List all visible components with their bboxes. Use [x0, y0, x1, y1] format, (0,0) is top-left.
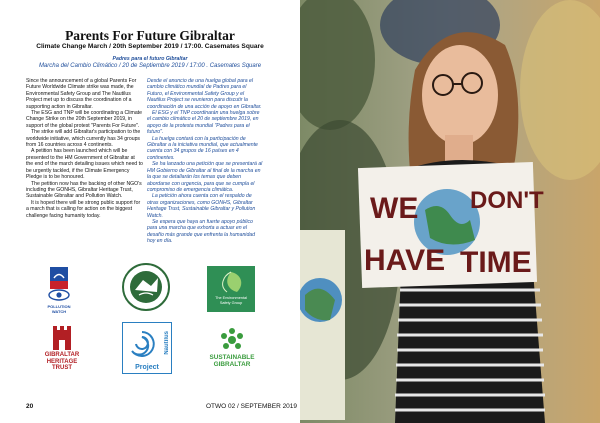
protest-photo-illustration [300, 0, 600, 423]
spanish-paragraph: Desde el anuncio de una huelga global para el cambio climático mundial de Padres para el Futuro, el Environmental Safety Group y el Nautilus Project se reunieron para discutir la coordinación de una acción de apoyo en Gibraltar. [147, 78, 262, 110]
english-paragraph: Since the announcement of a global Parents For Future Worldwide Climate strike was made, the Environmental Safety Group and The Nautilus Project met up to discuss the coordination of a supporting action in Gibraltar. [26, 78, 137, 110]
spanish-subtitle: Marcha del Cambio Climático / 20 de Septiembre 2019 / 17:00 . Casemates Square [38, 63, 262, 69]
protest-sign [358, 162, 544, 288]
pollution-watch-label: POLLUTION WATCH [47, 304, 71, 314]
spanish-paragraph: La huelga contará con la participación de Gibraltar a la iniciativa mundial, que actualmente cuenta con 34 grupos de 16 países en 4 continentes. [147, 135, 258, 161]
pollution-watch-logo [42, 266, 76, 314]
english-column [26, 78, 143, 219]
heritage-line1: GIBRALTAR [44, 352, 80, 358]
spanish-paragraph: Se espera que haya un fuerte apoyo público para una marcha que exhorta a actuar en el desafío más grande que enfrenta la humanidad hoy en día. [147, 218, 256, 245]
spanish-paragraph: El ESG y el TNP coordinarán una huelga sobre el cambio climático el 20 de septiembre 2019, en apoyo de la protesta mundial "Padres para el futuro". [147, 110, 260, 136]
spanish-paragraph: Se ha lanzado una petición que se presentará al HM Gobierno de Gibraltar al final de la marcha en la que se detallarán los temas que deben abordarse con urgencia, para que se cumpla el compromiso de emergencia climática. [147, 161, 263, 193]
english-paragraph: The strike will add Gibraltar's participation to the worldwide initiative, which currently has 34 groups from 16 countries across 4 continents. [26, 129, 141, 149]
sign-word-have: HAVE [364, 244, 446, 277]
spanish-column [147, 78, 264, 245]
esg-label: The Environmental Safety Group [215, 296, 247, 305]
nautilus-word: Nautilus [164, 331, 170, 355]
sustainable-line1: SUSTAINABLE [209, 354, 255, 361]
nautilus-badge [122, 322, 172, 374]
english-paragraph: The petition now has the backing of other NGO's including the GONHS, Gibraltar Heritage Trust, Sustainable Gibraltar and Pollution Watch. [26, 180, 142, 200]
heritage-line3: TRUST [52, 365, 72, 372]
nautilus-project-label: Project [135, 364, 159, 371]
gonhs-logo [119, 262, 173, 312]
sign-word-time: TIME [460, 246, 532, 279]
sign-word-dont: DON'T [470, 187, 544, 214]
english-paragraph: The ESG and TNP will be coordinating a Climate Change Strike on the 20th September 2019, in support of the global protest "Parents For Future". [26, 110, 142, 129]
heritage-castle-icon [51, 324, 73, 352]
english-paragraph: It is hoped there will be strong public support for a march that is calling for action on the biggest challenge facing humanity today. [26, 199, 141, 219]
sustainable-flower-icon [218, 326, 246, 354]
spanish-paragraph: La petición ahora cuenta con el respaldo de otras organizaciones, como GONHS, Gibraltar Heritage Trust, Sustainable Gibraltar y Pollution Watch. [147, 193, 256, 219]
leaf-icon [207, 268, 255, 298]
sign-word-we: WE [370, 192, 419, 225]
sustainable-line2: GIBRALTAR [213, 361, 251, 368]
magazine-footer: OTWO 02 / SEPTEMBER 2019 [206, 403, 298, 410]
nautilus-project-logo [121, 322, 173, 374]
esg-badge [207, 266, 255, 312]
gonhs-seal-icon [121, 262, 171, 312]
esg-logo [206, 266, 256, 312]
protest-photo [300, 0, 600, 423]
page-subtitle: Climate Change March / 20th September 2019 / 17:00. Casemates Square [36, 43, 264, 50]
page-title: Parents For Future Gibraltar [65, 28, 235, 43]
spanish-title: Padres para el futuro Gibraltar [112, 56, 188, 62]
sustainable-gibraltar-logo [206, 326, 258, 368]
gibraltar-heritage-trust-logo [40, 324, 84, 372]
heritage-line2: HERITAGE [46, 358, 78, 365]
page-number: 20 [26, 403, 34, 410]
nautilus-shell-icon [127, 329, 157, 359]
english-paragraph: A petition has been launched which will be presented to the HM Government of Gibraltar at the end of the march detailing issues which need to be urgently tackled, if the Climate Emergency Pledge is to be honoured. [26, 148, 143, 181]
pollution-watch-icon [44, 266, 74, 306]
